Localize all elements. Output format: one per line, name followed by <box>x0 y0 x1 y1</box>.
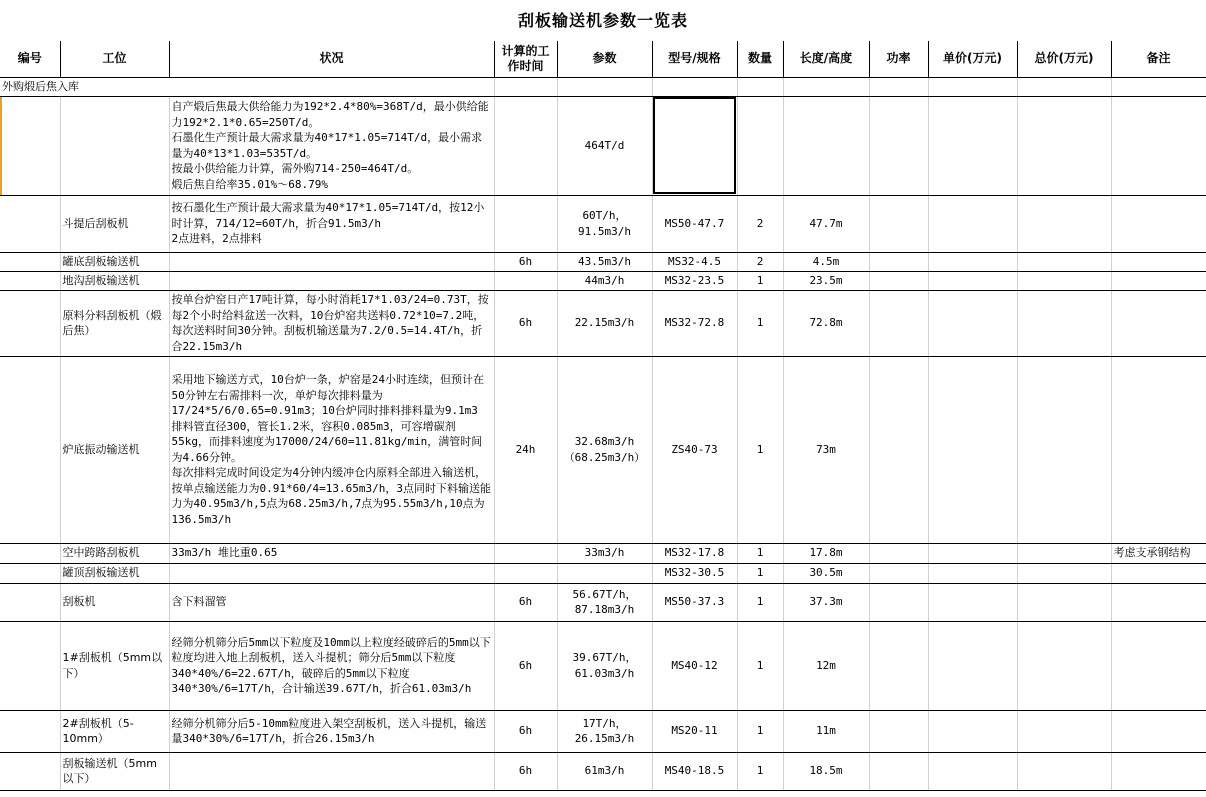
qty-cell[interactable]: 1 <box>737 290 783 356</box>
time-cell[interactable]: 6h <box>494 710 557 752</box>
length-cell[interactable]: 12m <box>783 621 869 710</box>
unit-price-cell[interactable] <box>928 710 1017 752</box>
number-cell[interactable] <box>0 543 60 563</box>
total-price-cell[interactable] <box>1017 563 1111 583</box>
status-cell[interactable]: 自产煅后焦最大供给能力为192*2.4*80%=368T/d，最小供给能力192*2.1*0.65=250T/d。 石墨化生产预计最大需求量为40*17*1.05=714T/d，最小需求量为40*13*1.03=535T/d。 按最小供给能力计算，需外购714-250=464T/d。 煅后焦自给率35.01%～68.79% <box>169 96 494 195</box>
time-cell[interactable]: 6h <box>494 583 557 621</box>
time-cell[interactable]: 6h <box>494 621 557 710</box>
note-cell[interactable] <box>1111 621 1206 710</box>
status-cell[interactable] <box>169 271 494 290</box>
status-cell[interactable]: 采用地下输送方式，10台炉一条，炉窑是24小时连续，但预计在50分钟左右需排料一次，单炉每次排料量为17/24*5/6/0.65=0.91m3；10台炉同时排料排料量为9.1m3 排料管直径300，管长1.2米，容积0.085m3，可容增碳剂55kg，而排料速度为17000/24/60=11.81kg/min，满管时间为4.66分钟。 每次排料完成时间设定为4分钟内缓冲仓内原料全部进入输送机，按单点输送能力为0.91*60/4=13.65m3/h，3点同时下料输送能力为40.95m3/h,5点为68.25m3/h,7点为95.55m3/h,10点为136.5m3/h <box>169 356 494 543</box>
table-row <box>0 290 1206 356</box>
power-cell[interactable] <box>869 356 928 543</box>
qty-cell[interactable]: 1 <box>737 543 783 563</box>
table-row <box>0 752 1206 790</box>
power-cell[interactable] <box>869 271 928 290</box>
power-cell[interactable] <box>869 752 928 790</box>
param-cell[interactable]: 56.67T/h， 87.18m3/h <box>557 583 652 621</box>
time-cell[interactable] <box>494 543 557 563</box>
station-cell[interactable]: 空中跨路刮板机 <box>60 543 169 563</box>
table-row <box>0 710 1206 752</box>
time-cell[interactable] <box>494 563 557 583</box>
param-cell[interactable]: 60T/h， 91.5m3/h <box>557 195 652 252</box>
power-cell[interactable] <box>869 583 928 621</box>
qty-cell[interactable]: 1 <box>737 621 783 710</box>
qty-cell[interactable]: 2 <box>737 252 783 271</box>
note-cell[interactable] <box>1111 583 1206 621</box>
length-cell[interactable]: 23.5m <box>783 271 869 290</box>
param-cell[interactable]: 17T/h， 26.15m3/h <box>557 710 652 752</box>
section-row <box>0 77 1206 96</box>
station-cell[interactable]: 罐底刮板输送机 <box>60 252 169 271</box>
total-price-cell[interactable] <box>1017 583 1111 621</box>
note-cell[interactable] <box>1111 96 1206 195</box>
length-cell[interactable]: 73m <box>783 356 869 543</box>
number-cell[interactable] <box>0 195 60 252</box>
note-cell[interactable] <box>1111 563 1206 583</box>
number-cell[interactable] <box>0 583 60 621</box>
station-cell[interactable]: 罐顶刮板输送机 <box>60 563 169 583</box>
header-cell[interactable]: 参数 <box>557 41 652 77</box>
note-cell[interactable] <box>1111 290 1206 356</box>
note-cell[interactable] <box>1111 710 1206 752</box>
qty-cell[interactable]: 1 <box>737 271 783 290</box>
header-cell[interactable]: 数量 <box>737 41 783 77</box>
header-row <box>0 41 1206 77</box>
length-cell[interactable] <box>783 96 869 195</box>
model-cell[interactable]: MS32-30.5 <box>652 563 737 583</box>
qty-cell[interactable]: 1 <box>737 583 783 621</box>
note-cell[interactable] <box>1111 252 1206 271</box>
power-cell[interactable] <box>869 710 928 752</box>
qty-cell[interactable]: 1 <box>737 563 783 583</box>
time-cell[interactable]: 6h <box>494 290 557 356</box>
status-cell[interactable]: 含下料溜管 <box>169 583 494 621</box>
length-cell[interactable]: 37.3m <box>783 583 869 621</box>
param-cell[interactable]: 32.68m3/h （68.25m3/h） <box>557 356 652 543</box>
section-label[interactable]: 外购煅后焦入库 <box>0 77 494 96</box>
header-cell[interactable]: 单价(万元) <box>928 41 1017 77</box>
param-cell[interactable]: 43.5m3/h <box>557 252 652 271</box>
qty-cell[interactable] <box>737 96 783 195</box>
param-cell[interactable] <box>557 563 652 583</box>
header-cell[interactable]: 长度/高度 <box>783 41 869 77</box>
number-cell[interactable] <box>0 752 60 790</box>
time-cell[interactable] <box>494 271 557 290</box>
model-cell[interactable]: MS20-11 <box>652 710 737 752</box>
table-row <box>0 195 1206 252</box>
header-cell[interactable]: 功率 <box>869 41 928 77</box>
length-cell[interactable]: 18.5m <box>783 752 869 790</box>
qty-cell[interactable]: 1 <box>737 752 783 790</box>
time-cell[interactable] <box>494 195 557 252</box>
model-cell[interactable]: MS32-17.8 <box>652 543 737 563</box>
total-price-cell[interactable] <box>1017 271 1111 290</box>
status-cell[interactable]: 经筛分机筛分后5mm以下粒度及10mm以上粒度经破碎后的5mm以下粒度均进入地上刮板机，送入斗提机；筛分后5mm以下粒度340*40%/6=22.67T/h，破碎后的5mm以下粒度340*30%/6=17T/h，合计输送39.67T/h，折合61.03m3/h <box>169 621 494 710</box>
total-price-cell[interactable] <box>1017 543 1111 563</box>
table-row <box>0 252 1206 271</box>
power-cell[interactable] <box>869 96 928 195</box>
note-cell[interactable] <box>1111 356 1206 543</box>
power-cell[interactable] <box>869 621 928 710</box>
station-cell[interactable]: 刮板机 <box>60 583 169 621</box>
table-row <box>0 621 1206 710</box>
total-price-cell[interactable] <box>1017 96 1111 195</box>
unit-price-cell[interactable] <box>928 252 1017 271</box>
status-cell[interactable]: 按单台炉窑日产17吨计算，每小时消耗17*1.03/24=0.73T，按每2个小时给料盆送一次料，10台炉窑共送料0.72*10=7.2吨，每次送料时间30分钟。刮板机输送量为7.2/0.5=14.4T/h，折合22.15m3/h <box>169 290 494 356</box>
unit-price-cell[interactable] <box>928 271 1017 290</box>
time-cell[interactable] <box>494 96 557 195</box>
total-price-cell[interactable] <box>1017 621 1111 710</box>
model-cell[interactable]: MS32-23.5 <box>652 271 737 290</box>
status-cell[interactable] <box>169 563 494 583</box>
table-row <box>0 271 1206 290</box>
unit-price-cell[interactable] <box>928 290 1017 356</box>
length-cell[interactable]: 72.8m <box>783 290 869 356</box>
station-cell[interactable]: 1#刮板机（5mm以下） <box>60 621 169 710</box>
total-price-cell[interactable] <box>1017 752 1111 790</box>
station-cell[interactable]: 原料分料刮板机（煅后焦） <box>60 290 169 356</box>
model-cell[interactable]: MS40-18.5 <box>652 752 737 790</box>
status-cell[interactable] <box>169 252 494 271</box>
param-cell[interactable]: 44m3/h <box>557 271 652 290</box>
time-cell[interactable]: 6h <box>494 752 557 790</box>
time-cell[interactable]: 24h <box>494 356 557 543</box>
header-cell[interactable]: 状况 <box>169 41 494 77</box>
number-cell[interactable] <box>0 96 60 195</box>
sheet-title: 刮板输送机参数一览表 <box>517 11 688 30</box>
model-cell[interactable]: MS50-37.3 <box>652 583 737 621</box>
note-cell[interactable] <box>1111 752 1206 790</box>
length-cell[interactable]: 30.5m <box>783 563 869 583</box>
unit-price-cell[interactable] <box>928 543 1017 563</box>
note-cell[interactable] <box>1111 271 1206 290</box>
unit-price-cell[interactable] <box>928 195 1017 252</box>
total-price-cell[interactable] <box>1017 356 1111 543</box>
table-row <box>0 96 1206 195</box>
status-cell[interactable]: 33m3/h 堆比重0.65 <box>169 543 494 563</box>
header-cell[interactable]: 总价(万元) <box>1017 41 1111 77</box>
station-cell[interactable] <box>60 96 169 195</box>
model-cell[interactable]: MS32-72.8 <box>652 290 737 356</box>
power-cell[interactable] <box>869 563 928 583</box>
number-cell[interactable] <box>0 271 60 290</box>
station-cell[interactable]: 刮板输送机（5mm以下） <box>60 752 169 790</box>
note-cell[interactable]: 考虑支承钢结构 <box>1111 543 1206 563</box>
qty-cell[interactable]: 1 <box>737 710 783 752</box>
total-price-cell[interactable] <box>1017 252 1111 271</box>
status-cell[interactable]: 按石墨化生产预计最大需求量为40*17*1.05=714T/d，按12小时计算，714/12=60T/h，折合91.5m3/h 2点进料，2点排料 <box>169 195 494 252</box>
length-cell[interactable]: 11m <box>783 710 869 752</box>
power-cell[interactable] <box>869 290 928 356</box>
table-row <box>0 543 1206 563</box>
station-cell[interactable]: 2#刮板机（5-10mm） <box>60 710 169 752</box>
note-cell[interactable] <box>1111 195 1206 252</box>
status-cell[interactable]: 经筛分机筛分后5-10mm粒度进入架空刮板机，送入斗提机，输送量340*30%/6=17T/h，折合26.15m3/h <box>169 710 494 752</box>
table-row <box>0 563 1206 583</box>
time-cell[interactable]: 6h <box>494 252 557 271</box>
station-cell[interactable]: 炉底振动输送机 <box>60 356 169 543</box>
length-cell[interactable]: 4.5m <box>783 252 869 271</box>
station-cell[interactable]: 地沟刮板输送机 <box>60 271 169 290</box>
header-cell[interactable]: 工位 <box>60 41 169 77</box>
total-price-cell[interactable] <box>1017 290 1111 356</box>
model-cell[interactable]: ZS40-73 <box>652 356 737 543</box>
table-row <box>0 583 1206 621</box>
station-cell[interactable]: 斗提后刮板机 <box>60 195 169 252</box>
param-cell[interactable]: 464T/d <box>557 96 652 195</box>
total-price-cell[interactable] <box>1017 195 1111 252</box>
param-cell[interactable]: 61m3/h <box>557 752 652 790</box>
power-cell[interactable] <box>869 195 928 252</box>
number-cell[interactable] <box>0 252 60 271</box>
number-cell[interactable] <box>0 563 60 583</box>
param-cell[interactable]: 33m3/h <box>557 543 652 563</box>
parameter-table <box>0 41 1206 791</box>
unit-price-cell[interactable] <box>928 621 1017 710</box>
header-cell[interactable]: 型号/规格 <box>652 41 737 77</box>
unit-price-cell[interactable] <box>928 583 1017 621</box>
qty-cell[interactable]: 1 <box>737 356 783 543</box>
header-cell[interactable]: 计算的工作时间 <box>494 41 557 77</box>
number-cell[interactable] <box>0 710 60 752</box>
model-cell[interactable]: MS40-12 <box>652 621 737 710</box>
unit-price-cell[interactable] <box>928 96 1017 195</box>
total-price-cell[interactable] <box>1017 710 1111 752</box>
status-cell[interactable] <box>169 752 494 790</box>
power-cell[interactable] <box>869 543 928 563</box>
header-cell[interactable]: 编号 <box>0 41 60 77</box>
model-cell[interactable] <box>652 96 737 195</box>
number-cell[interactable] <box>0 290 60 356</box>
model-cell[interactable]: MS50-47.7 <box>652 195 737 252</box>
model-cell[interactable]: MS32-4.5 <box>652 252 737 271</box>
length-cell[interactable]: 17.8m <box>783 543 869 563</box>
length-cell[interactable]: 47.7m <box>783 195 869 252</box>
table-row <box>0 356 1206 543</box>
unit-price-cell[interactable] <box>928 752 1017 790</box>
unit-price-cell[interactable] <box>928 356 1017 543</box>
param-cell[interactable]: 39.67T/h， 61.03m3/h <box>557 621 652 710</box>
qty-cell[interactable]: 2 <box>737 195 783 252</box>
power-cell[interactable] <box>869 252 928 271</box>
param-cell[interactable]: 22.15m3/h <box>557 290 652 356</box>
number-cell[interactable] <box>0 356 60 543</box>
number-cell[interactable] <box>0 621 60 710</box>
unit-price-cell[interactable] <box>928 563 1017 583</box>
header-cell[interactable]: 备注 <box>1111 41 1206 77</box>
